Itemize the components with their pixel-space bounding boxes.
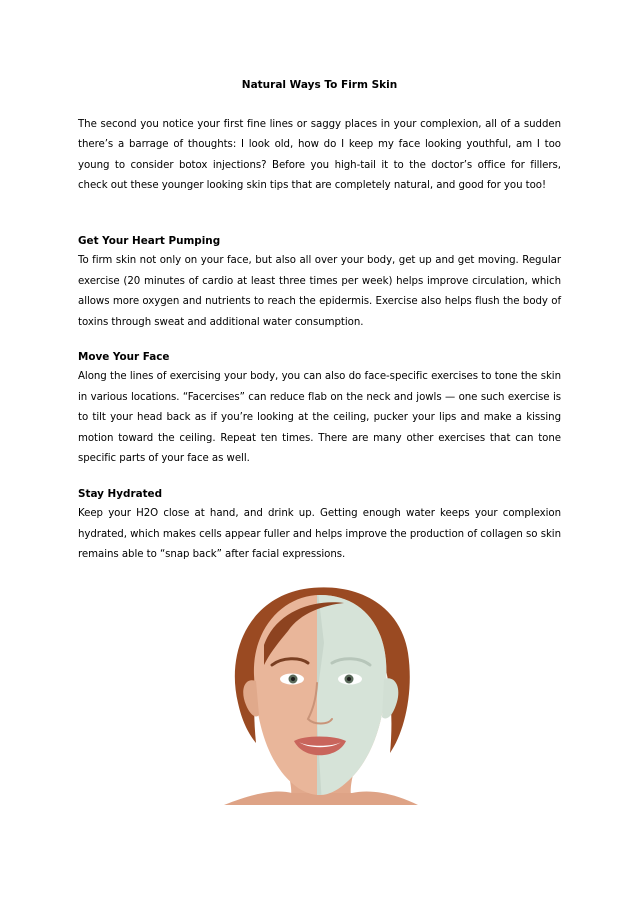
- section-body: Keep your H2O close at hand, and drink up. Getting enough water keeps your complexion hydrated, which makes cells appear fuller and helps improve the production of collagen so skin remains able to “snap back” after facial expressions.: [78, 508, 561, 561]
- section-body: Along the lines of exercising your body, you can also do face-specific exercises to tone the skin in various locations. “Facercises” can reduce flab on the neck and jowls — one such exercise is to tilt your head back as if you’re looking at the ceiling, pucker your lips and make a kissing motion toward the ceiling. Repeat ten times. There are many other exercises that can tone specific parts of your face as well.: [78, 371, 561, 465]
- intro-paragraph: The second you notice your first fine lines or saggy places in your complexion, all of a sudden there’s a barrage of thoughts: I look old, how do I keep my face looking youthful, am I too young to consider botox injections? Before you high-tail it to the doctor’s office for fillers, check out these younger looking skin tips that are completely natural, and good for you too!: [78, 119, 561, 192]
- face-mask-photo-icon: [204, 583, 435, 805]
- section-stay-hydrated: [78, 484, 561, 566]
- section-heading: Get Your Heart Pumping: [78, 235, 221, 247]
- intro-section: [78, 115, 561, 197]
- section-move-face: [78, 347, 561, 469]
- document-title: Natural Ways To Firm Skin: [241, 79, 398, 91]
- section-heart-pumping: [78, 231, 561, 333]
- section-heading: Stay Hydrated: [78, 488, 163, 500]
- section-body: To firm skin not only on your face, but also all over your body, get up and get moving. Regular exercise (20 minutes of cardio at least three times per week) helps improve circulation, which allows more oxygen and nutrients to reach the epidermis. Exercise also helps flush the body of toxins through sweat and additional water consumption.: [78, 255, 561, 328]
- section-heading: Move Your Face: [78, 351, 170, 363]
